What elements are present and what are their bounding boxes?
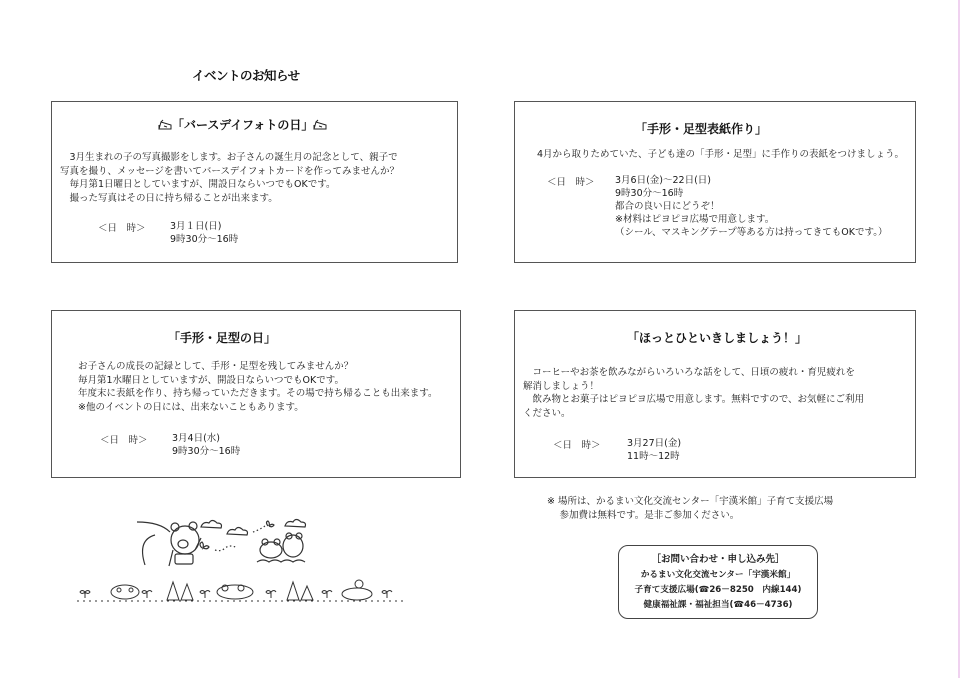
event-description: お子さんの成長の記録として、手形・足型を残してみませんか？ 毎月第1水曜日としていますが、開設日ならいつでもOKです。 年度末に表紙を作り、持ち帰っていただきます。その場で持ち帰ることも出来ます。 ※他のイベントの日には、出来ないこともあります。 bbox=[78, 361, 438, 413]
contact-lines: かるまい文化交流センター「宇漢米館」 子育て支援広場(☎26－8250 内線144) 健康福祉課・福祉担当(☎46－4736) bbox=[634, 570, 802, 610]
event-title: 「ほっとひといきしましょう！」 bbox=[627, 331, 808, 345]
hill-icon bbox=[137, 522, 170, 565]
event-datetime: 3月27日(金) 11時～12時 bbox=[627, 438, 682, 462]
sprout-border-icon bbox=[77, 580, 403, 601]
contact-title: ［お問い合わせ・申し込み先］ bbox=[651, 554, 785, 565]
datetime-label: ＜日 時＞ bbox=[547, 177, 595, 188]
contact-box bbox=[618, 545, 818, 619]
venue-note: ※ 場所は、かるまい文化交流センター「宇漢米館」子育て支援広場 参加費は無料です。是非ご参加ください。 bbox=[547, 496, 834, 521]
event-datetime: 3月4日(水) 9時30分～16時 bbox=[172, 433, 241, 457]
event-datetime: 3月１日(日) 9時30分～16時 bbox=[170, 221, 239, 245]
datetime-label: ＜日 時＞ bbox=[98, 223, 146, 234]
frog-icon bbox=[257, 533, 305, 562]
event-description: コーヒーやお茶を飲みながらいろいろな話をして、日頃の疲れ・育児疲れを 解消しましょう！ 飲み物とお菓子はピヨピヨ広場で用意します。無料ですので、お気軽にご利用 ください。 bbox=[523, 367, 865, 419]
bear-icon bbox=[169, 522, 201, 566]
event-title: 「手形・足型の日」 bbox=[168, 331, 277, 345]
event-description: 4月から取りためていた、子ども達の「手形・足型」に手作りの表紙をつけましょう。 bbox=[537, 149, 905, 160]
datetime-label: ＜日 時＞ bbox=[100, 435, 148, 446]
event-datetime: 3月6日(金)～22日(日) 9時30分～16時 都合の良い日にどうぞ！ ※材料はピヨピヨ広場で用意します。 （シール、マスキングテープ等ある方は持ってきてもOKです。） bbox=[615, 175, 888, 238]
event-card-print-cover bbox=[514, 101, 916, 263]
cake-icon bbox=[313, 119, 327, 134]
event-title: 「手形・足型表紙作り」 bbox=[635, 122, 768, 136]
event-card-birthday-photo bbox=[51, 101, 458, 263]
page-title: イベントのお知らせ bbox=[192, 68, 300, 83]
event-card-print-day bbox=[51, 310, 461, 478]
cake-icon bbox=[158, 119, 172, 134]
event-card-relax bbox=[514, 310, 916, 478]
event-title: 「バースデイフォトの日」 bbox=[158, 116, 327, 134]
datetime-label: ＜日 時＞ bbox=[553, 440, 601, 451]
decorative-illustration bbox=[75, 510, 405, 614]
event-description: 3月生まれの子の写真撮影をします。お子さんの誕生月の記念として、親子で 写真を撮り、メッセージを書いてバースデイフォトカードを作ってみませんか？ 毎月第1日曜日としていますが、開設日ならいつでもOKです。 撮った写真はその日に持ち帰ることが出来ます。 bbox=[60, 152, 400, 204]
